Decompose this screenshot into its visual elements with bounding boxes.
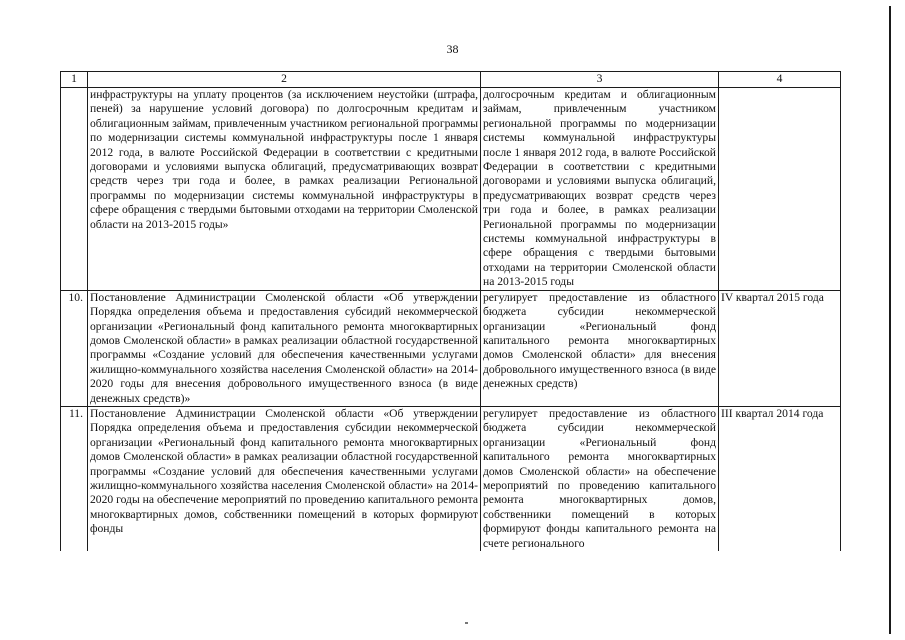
purpose-cell: регулирует предоставление из областного бюджета субсидии некоммерческой организации «Региональный фонд капитального ремонта многоквартирных домов Смоленской области» для внесения добровольного имущественного взноса (в виде денежных средств) bbox=[481, 290, 719, 406]
row-number: 11. bbox=[61, 406, 88, 551]
header-col-4: 4 bbox=[719, 72, 841, 88]
scan-edge-line bbox=[889, 6, 891, 634]
header-col-3: 3 bbox=[481, 72, 719, 88]
row-number bbox=[61, 88, 88, 291]
document-title-cell: Постановление Администрации Смоленской области «Об утверждении Порядка определения объема и предоставления субсидий некоммерческой организации «Региональный фонд капитального ремонта многоквартирных домов Смоленской области» в рамках реализации областной государственной программы «Создание условий для обеспечения качественными услугами жилищно-коммунального хозяйства населения Смоленской области» на 2014-2020 годы для внесения добровольного имущественного взноса (в виде денежных средств)» bbox=[88, 290, 481, 406]
document-title-cell: инфраструктуры на уплату процентов (за исключением неустойки (штрафа, пеней) за нарушение условий договора) по долгосрочным кредитам и облигационным займам, привлеченным участником региональной программы по модернизации системы коммунальной инфраструктуры после 1 января 2012 года, в валюте Российской Федерации в соответствии с кредитными договорами и условиями выпуска облигаций, предусматривающих возврат средств через три года и более, в рамках реализации Региональной программы по модернизации системы коммунальной инфраструктуры в сфере обращения с твердыми бытовыми отходами на территории Смоленской области на 2013-2015 годы» bbox=[88, 88, 481, 291]
purpose-cell: долгосрочным кредитам и облигационным займам, привлеченным участником региональной программы по модернизации системы коммунальной инфраструктуры после 1 января 2012 года, в валюте Российской Федерации в соответствии с кредитными договорами и условиями выпуска облигаций, предусматривающих возврат средств через три года и более, в рамках реализации Региональной программы по модернизации системы коммунальной инфраструктуры в сфере обращения с твердыми бытовыми отходами на территории Смоленской области на 2013-2015 годы bbox=[481, 88, 719, 291]
deadline-cell: III квартал 2014 года bbox=[719, 406, 841, 551]
document-title-cell: Постановление Администрации Смоленской области «Об утверждении Порядка определения объема и предоставления субсидии некоммерческой организации «Региональный фонд капитального ремонта многоквартирных домов Смоленской области» в рамках реализации областной государственной программы «Создание условий для обеспечения качественными услугами жилищно-коммунального хозяйства населения Смоленской области» на 2014-2020 годы на обеспечение мероприятий по проведению капитального ремонта многоквартирных домов, собственники помещений в которых формируют фонды bbox=[88, 406, 481, 551]
deadline-cell bbox=[719, 88, 841, 291]
legal-acts-table bbox=[60, 71, 841, 551]
header-col-2: 2 bbox=[88, 72, 481, 88]
table-row bbox=[61, 290, 841, 406]
table-row bbox=[61, 88, 841, 291]
page-number: 38 bbox=[446, 42, 459, 56]
deadline-cell: IV квартал 2015 года bbox=[719, 290, 841, 406]
purpose-cell: регулирует предоставление из областного бюджета субсидии некоммерческой организации «Региональный фонд капитального ремонта многоквартирных домов Смоленской области» на обеспечение мероприятий по проведению капитального ремонта многоквартирных домов, собственники помещений в которых формируют фонды капитального ремонта на счете регионального bbox=[481, 406, 719, 551]
row-number: 10. bbox=[61, 290, 88, 406]
table-header-row bbox=[61, 72, 841, 88]
table-row bbox=[61, 406, 841, 551]
scan-speck bbox=[465, 622, 468, 624]
header-col-1: 1 bbox=[61, 72, 88, 88]
